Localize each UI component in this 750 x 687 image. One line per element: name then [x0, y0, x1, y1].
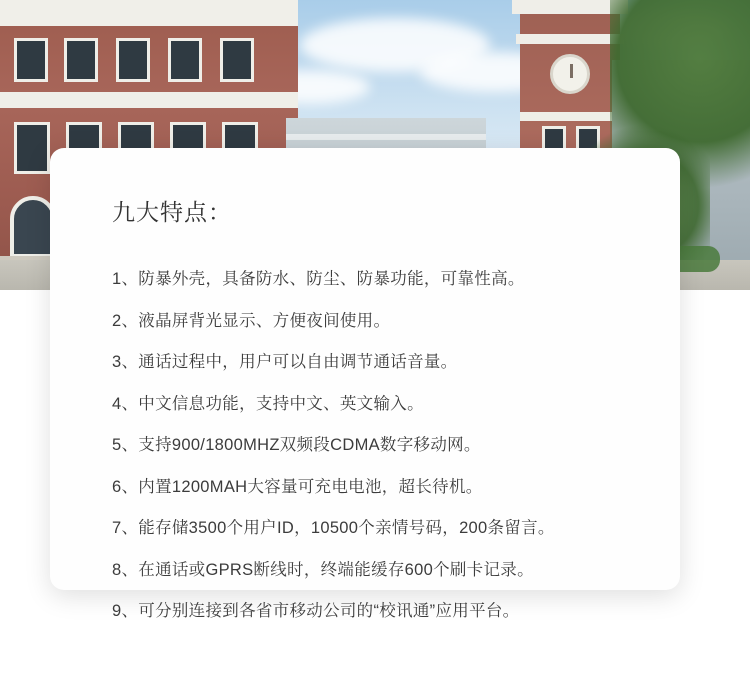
list-item: 2、液晶屏背光显示、方便夜间使用。: [112, 311, 391, 330]
list-item: 8、在通话或GPRS断线时，终端能缓存600个刷卡记录。: [112, 560, 534, 579]
list-item: 6、内置1200MAH大容量可充电电池，超长待机。: [112, 477, 483, 496]
cornice-band: [0, 92, 298, 108]
roof-cornice: [0, 0, 298, 26]
list-item: 5、支持900/1800MHZ双频段CDMA数字移动网。: [112, 436, 481, 454]
window: [220, 38, 254, 82]
list-item: 4、中文信息功能，支持中文、英文输入。: [112, 394, 424, 413]
list-item: 1、防暴外壳，具备防水、防尘、防暴功能，可靠性高。: [112, 270, 525, 288]
list-item: 9、可分别连接到各省市移动公司的“校讯通”应用平台。: [112, 602, 520, 620]
feature-list: [112, 271, 640, 620]
window: [168, 38, 202, 82]
list-item: 3、通话过程中，用户可以自由调节通话音量。: [112, 353, 458, 371]
card-title: 九大特点：: [112, 199, 232, 225]
clock-face-icon: [550, 54, 590, 94]
window: [14, 38, 48, 82]
window: [116, 38, 150, 82]
tower-cap-lower: [516, 34, 624, 44]
list-item: 7、能存储3500个用户ID，10500个亲情号码，200条留言。: [112, 519, 555, 537]
features-card: [50, 148, 680, 620]
window: [64, 38, 98, 82]
window: [14, 122, 50, 174]
facade-stripe: [286, 134, 486, 140]
